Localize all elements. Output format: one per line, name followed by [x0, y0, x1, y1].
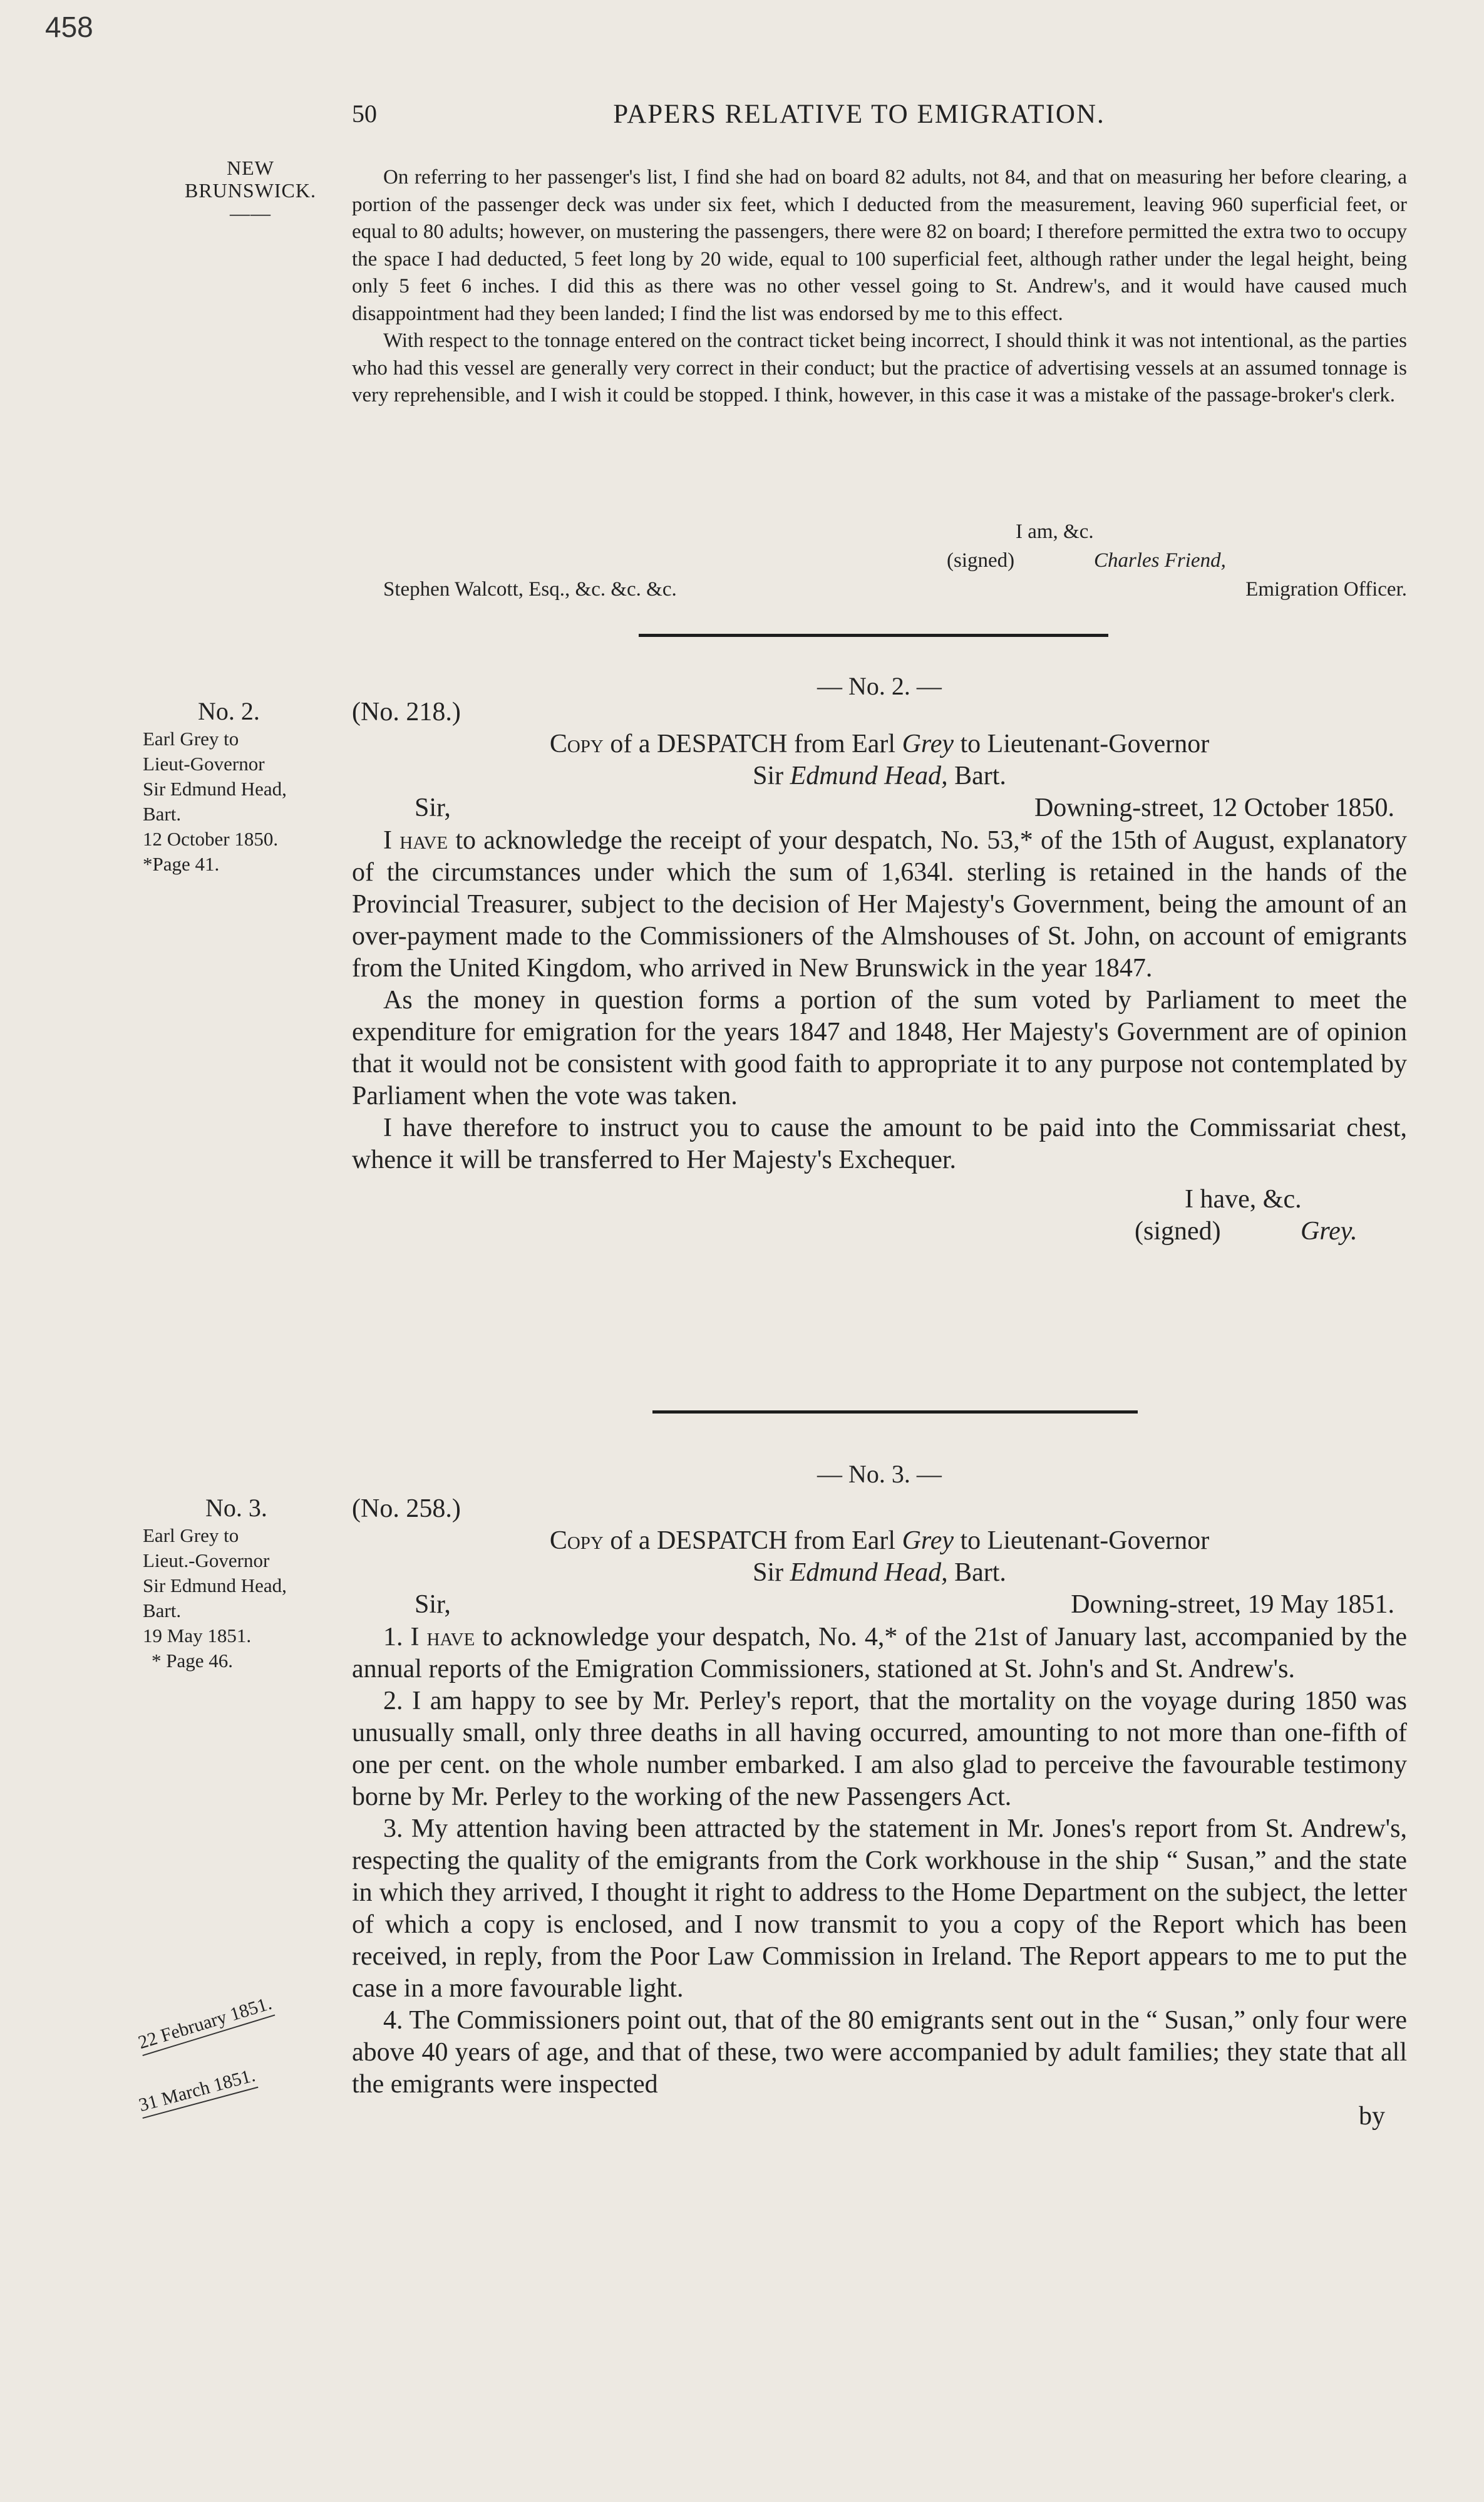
- doc3-title-line2: [352, 1557, 1407, 1589]
- doc2-signed-label: (signed): [1135, 1217, 1221, 1246]
- doc3-sidenote-line2: Lieut.-Governor: [143, 1549, 270, 1571]
- side-region-line2: BRUNSWICK.: [184, 179, 316, 202]
- doc2-p1-i: I: [383, 826, 392, 855]
- doc2-title-line1: [352, 728, 1407, 760]
- page-number: 458: [45, 11, 93, 43]
- doc2-paragraph-2: As the money in question forms a portion of the sum voted by Parliament to meet the expenditure for emigration for the years 1847 and 1848, Her Majesty's Government are of opinion that it would not be consistent with good faith to appropriate it to any purpose not contemplated by Parliament when the vote was taken.: [352, 986, 1407, 1110]
- margin-date-stamp-2: 31 March 1851.: [137, 2065, 258, 2119]
- folio-number: 50: [352, 100, 377, 128]
- side-region-dash: ——: [230, 202, 271, 224]
- doc3-paragraph-3: 3. My attention having been attracted by the statement in Mr. Jones's report from St. Andrew's, respecting the quality of the emigrants from the Cork workhouse in the ship “ Susan,” and the state in which they arrived, I thought it right to address to the Home Department on the subject, the letter of which a copy is enclosed, and I now transmit to you a copy of the Report which has been received, in reply, from the Poor Law Commission in Ireland. The Report appears to me to put the case in a more favourable light.: [352, 1814, 1407, 2003]
- letter1-closing: I am, &c.: [1016, 520, 1094, 543]
- doc2-sidenote-no: No. 2.: [198, 697, 260, 725]
- doc3-salutation-row: [352, 1589, 1407, 1621]
- doc3-sidenote-no: No. 3.: [205, 1494, 267, 1522]
- doc3-p1-num: 1.: [383, 1623, 403, 1652]
- doc2-sidenote: [143, 696, 349, 877]
- doc3-p1-i: I: [410, 1623, 420, 1652]
- doc2-sidenote-line1: Earl Grey to: [143, 728, 239, 750]
- doc2-place-date: Downing-street, 12 October 1850.: [1034, 794, 1394, 822]
- running-head: [352, 99, 1366, 137]
- doc3-paragraph-1: [352, 1621, 1407, 1685]
- doc3-salutation: Sir,: [415, 1590, 451, 1619]
- doc2-signature: [352, 1184, 1407, 1253]
- doc2-p1-text: to acknowledge the receipt of your despatch, No. 53,* of the 15th of August, explanatory of the circumstances under which the sum of 1,634l. sterling is retained in the hands of the Provincial Treasurer, subject to the decision of Her Majesty's Government, being the amount of an over-payment made to the Commissioners of the Almshouses of St. John, on account of emigrants from the United Kingdom, who arrived in New Brunswick in the year 1847.: [352, 826, 1408, 983]
- doc3-sidenote: [143, 1493, 349, 1673]
- doc3-p1-have: have: [426, 1623, 475, 1652]
- letter1-addressee: Stephen Walcott, Esq., &c. &c. &c.: [383, 578, 677, 601]
- doc2-paragraph-1: [352, 825, 1407, 985]
- doc3-sidenote-date: 19 May 1851.: [143, 1625, 252, 1646]
- doc3-body: [352, 1493, 1407, 2132]
- letter1-signature: [352, 519, 1407, 606]
- doc2-body: [352, 696, 1407, 1253]
- doc3-copy-word: Copy: [549, 1526, 604, 1555]
- doc3-place-date: Downing-street, 19 May 1851.: [1071, 1590, 1394, 1619]
- letter1-signer-title: Emigration Officer.: [1245, 578, 1407, 601]
- doc3-title-name: Grey: [902, 1526, 954, 1555]
- doc3-paragraph-4: 4. The Commissioners point out, that of the 80 emigrants sent out in the “ Susan,” only four were above 40 years of age, and that of these, two were accompanied by adult families; they state that all the emigrants were inspected: [352, 2006, 1407, 2099]
- side-region-label: [157, 157, 344, 224]
- doc2-copy-word: Copy: [549, 730, 604, 758]
- doc3-title-line1: [352, 1525, 1407, 1557]
- doc3-sidenote-ref: * Page 46.: [152, 1650, 234, 1672]
- doc3-p1-text: to acknowledge your despatch, No. 4,* of the 21st of January last, accompanied by the annual reports of the Emigration Commissioners, stationed at St. John's and St. Andrew's.: [352, 1623, 1408, 1683]
- doc2-sidenote-line2: Lieut-Governor: [143, 753, 265, 775]
- doc3-title-person: Edmund Head,: [790, 1558, 948, 1587]
- doc2-sidenote-line3: Sir Edmund Head,: [143, 778, 287, 800]
- doc3-title-b: to Lieutenant-Governor: [960, 1526, 1210, 1555]
- doc2-title-b: to Lieutenant-Governor: [960, 730, 1210, 758]
- doc3-ref-no: (No. 258.): [352, 1494, 461, 1523]
- doc2-paragraph-3: I have therefore to instruct you to cause the amount to be paid into the Commissariat chest, whence it will be transferred to Her Majesty's Exchequer.: [352, 1114, 1407, 1174]
- doc3-title-bart: Bart.: [954, 1558, 1006, 1587]
- doc2-heading: — No. 2. —: [817, 672, 942, 700]
- doc2-signer: Grey.: [1301, 1217, 1358, 1246]
- section-rule-2: [652, 1410, 1138, 1414]
- letter1-body: [352, 164, 1407, 410]
- doc3-title-sir: Sir: [753, 1558, 784, 1587]
- doc2-sidenote-line4: Bart.: [143, 803, 182, 825]
- doc2-sidenote-ref: *Page 41.: [143, 853, 220, 875]
- letter1-signer: Charles Friend,: [1094, 549, 1226, 572]
- section-rule-1: [639, 634, 1108, 637]
- doc2-sidenote-date: 12 October 1850.: [143, 828, 279, 850]
- doc3-catchword: by: [1359, 2102, 1385, 2131]
- doc2-title-person: Edmund Head,: [790, 762, 948, 790]
- side-region-line1: NEW: [227, 157, 274, 179]
- doc3-sidenote-line4: Bart.: [143, 1600, 182, 1621]
- doc2-title-bart: Bart.: [954, 762, 1006, 790]
- doc2-title-a: of a DESPATCH from Earl: [610, 730, 896, 758]
- doc3-sidenote-line3: Sir Edmund Head,: [143, 1574, 287, 1596]
- doc3-heading: — No. 3. —: [817, 1460, 942, 1488]
- doc2-ref-no: (No. 218.): [352, 698, 461, 726]
- doc2-salutation-row: [352, 792, 1407, 825]
- margin-date-stamp-1: 22 February 1851.: [136, 1993, 275, 2056]
- letter1-signed-label: (signed): [947, 549, 1015, 572]
- letter1-paragraph-1: On referring to her passenger's list, I find she had on board 82 adults, not 84, and that on measuring her before clearing, a portion of the passenger deck was under six feet, which I deducted from the measurement, leaving 960 superficial feet, or equal to 80 adults; however, on mustering the passengers, there were 82 on board; I therefore permitted the extra two to occupy the space I had deducted, 5 feet long by 20 wide, equal to 100 superficial feet, although rather under the legal height, being only 5 feet 6 inches. I did this as there was no other vessel going to St. Andrew's, and it would have caused much disappointment had they been landed; I find the list was endorsed by me to this effect.: [352, 166, 1407, 325]
- doc3-title-a: of a DESPATCH from Earl: [610, 1526, 896, 1555]
- doc2-title-name: Grey: [902, 730, 954, 758]
- doc2-salutation: Sir,: [415, 794, 451, 822]
- doc3-paragraph-2: 2. I am happy to see by Mr. Perley's report, that the mortality on the voyage during 1850 was unusually small, only three deaths in all having occurred, amounting to not more than one-fifth of one per cent. on the whole number embarked. I am also glad to perceive the favourable testimony borne by Mr. Perley to the working of the new Passengers Act.: [352, 1687, 1407, 1811]
- letter1-paragraph-2: With respect to the tonnage entered on the contract ticket being incorrect, I should think it was not intentional, as the parties who had this vessel are generally very correct in their conduct; but the practice of advertising vessels at an assumed tonnage is very reprehensible, and I wish it could be stopped. I think, however, in this case it was a mistake of the passage-broker's clerk.: [352, 329, 1407, 406]
- doc2-p1-have: have: [399, 826, 448, 855]
- doc2-title-line2: [352, 760, 1407, 792]
- running-title: PAPERS RELATIVE TO EMIGRATION.: [613, 100, 1105, 129]
- doc2-closing: I have, &c.: [1185, 1185, 1302, 1214]
- doc3-sidenote-line1: Earl Grey to: [143, 1524, 239, 1546]
- doc2-title-sir: Sir: [753, 762, 784, 790]
